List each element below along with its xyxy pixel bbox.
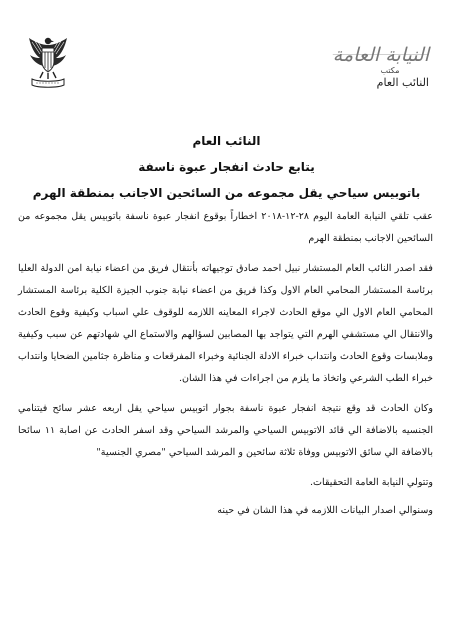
paragraph-4: وتتولي النيابة العامة التحقيقات. xyxy=(309,477,433,488)
title-line-3: باتوبيس سياحي يقل مجموعه من السائحين الاجانب بمنطقة الهرم xyxy=(32,186,421,200)
paragraph-1: عقب تلقي النيابة العامة اليوم ٢٨-١٢-٢٠١٨ اخطاراً بوقوع انفجار عبوة ناسفة باتوبيس يقل مجموعه من السائحين الاجانب بمنطقة الهرم xyxy=(18,211,433,244)
paragraph-5: وسنوالي اصدار البيانات اللازمه في هذا الشان في حينه xyxy=(217,505,433,516)
office-title: النائب العام xyxy=(376,76,429,89)
office-sub-label: مكتب xyxy=(380,66,400,75)
paragraph-2: فقد اصدر النائب العام المستشار نبيل احمد صادق توجيهاته بأنتقال فريق من اعضاء نيابة امن الدولة العليا برئاسة المستشار المحامي العام الاول وكذا فريق من اعضاء نيابة جنوب الجيزة الكلية برئاسة المستشار المحامي العام الاول الي موقع الحادث لاجراء المعاينه اللازمه للوقوف علي اسباب وكيفية وقوع الحادث والانتقال الي مستشفي الهرم التي يتواجد بها المصابين لسؤالهم والاستماع الي شهادتهم عن سبب وكيفية وملابسات وقوع الحادث وانتداب خبراء الادلة الجنائية وخبراء المفرقعات و مناظرة جثامين الضحايا وانتداب خبراء الطب الشرعي واتخاذ ما يلزم من اجراءات في هذا الشان. xyxy=(18,263,433,384)
statement-titles xyxy=(20,128,433,206)
office-name: النيابة العامة xyxy=(332,44,429,66)
title-line-2: يتابع حادث انفجار عبوة ناسفة xyxy=(138,160,315,174)
eagle-emblem-icon xyxy=(26,34,70,90)
office-letterhead xyxy=(289,44,429,90)
title-line-1: النائب العام xyxy=(192,134,261,148)
paragraph-3: وكان الحادث قد وقع نتيجة انفجار عبوة ناسفة بجوار اتوبيس سياحي يقل اربعه عشر سائح فيتنامي الجنسيه بالاضافة الي قائد الاتوبيس السياحي والمرشد السياحي وقد اسفر الحادث عن اصابة ١١ سائحا بالاضافة الي سائق الاتوبيس ووفاة ثلاثة سائحين و المرشد السياحي "مصري الجنسية" xyxy=(18,403,433,458)
statement-body xyxy=(18,206,433,530)
